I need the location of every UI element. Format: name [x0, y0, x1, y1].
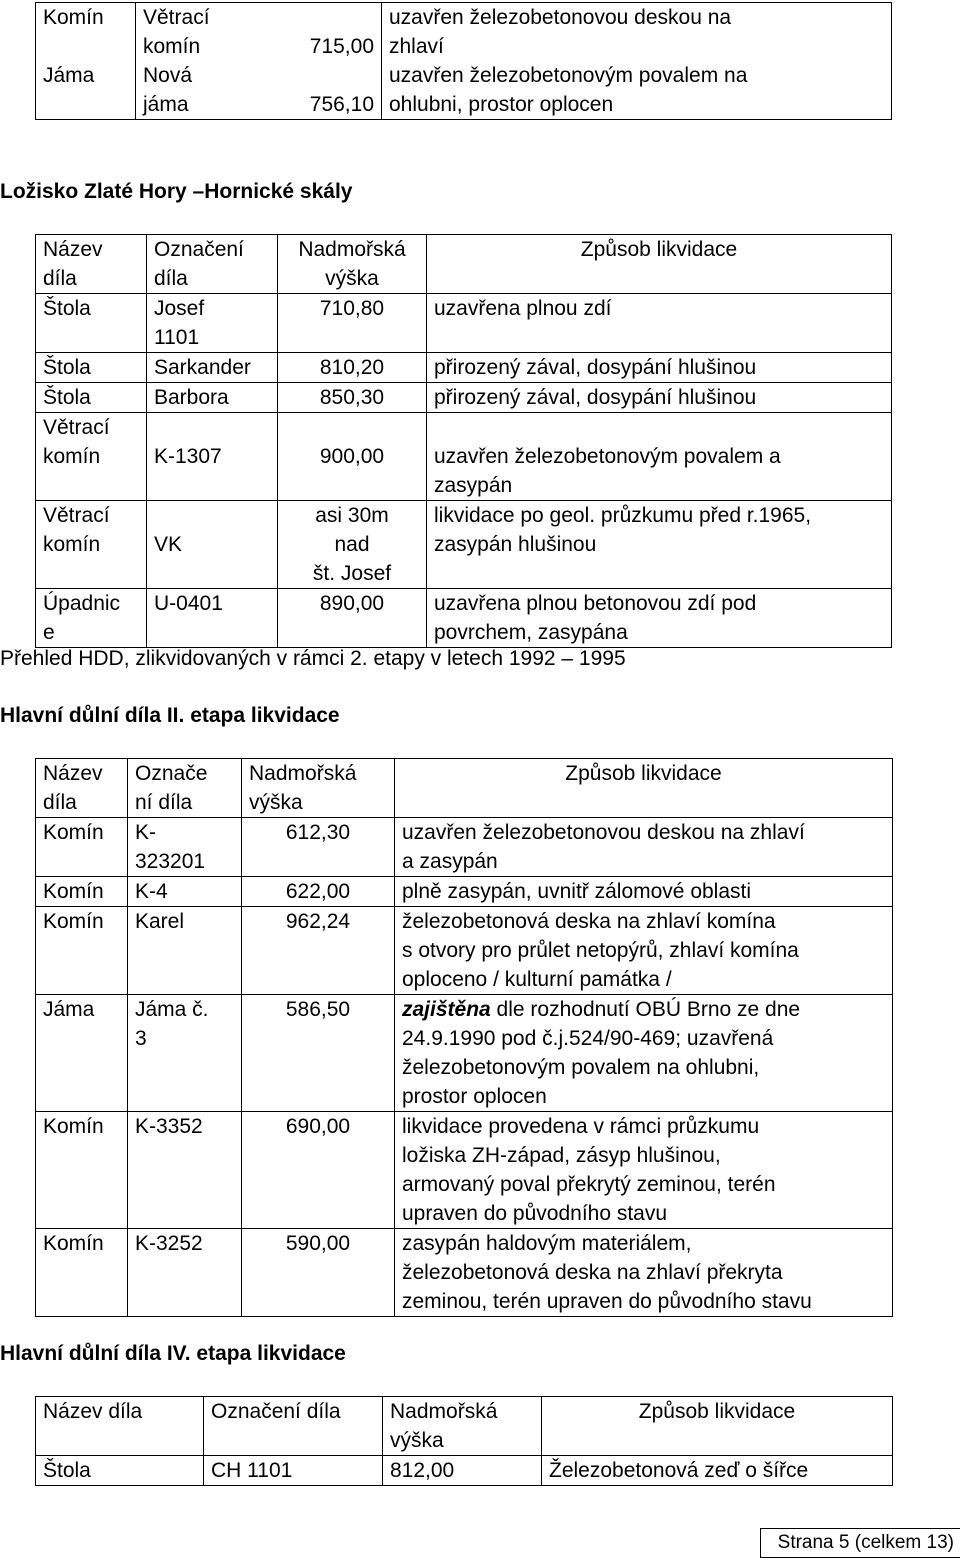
table-row — [36, 353, 892, 383]
table-header-row — [36, 1397, 893, 1456]
method-value: dle rozhodnutí OBÚ Brno ze dne 24.9.1990 pod č.j.524/90-469; uzavřená železobetonovým povalem na ohlubni, prostor oplocen — [402, 998, 801, 1108]
header-name: Název díla — [36, 1397, 204, 1456]
cell-mark: Sarkander — [147, 353, 278, 383]
top-table — [35, 2, 892, 120]
table-row — [36, 383, 892, 413]
cell-method: uzavřena plnou betonovou zdí pod povrchem, zasypána — [427, 589, 892, 648]
mark-value: VK — [154, 533, 183, 556]
table-row — [36, 294, 892, 353]
table-row — [36, 589, 892, 648]
cell-elevation: 810,20 — [278, 353, 427, 383]
header-elevation: Nadmořská výška — [278, 235, 427, 294]
cell-method: uzavřena plnou zdí — [427, 294, 892, 353]
table-row — [36, 501, 892, 589]
etapa-iv-table — [35, 1396, 893, 1486]
cell-method: uzavřen železobetonovou deskou na zhlaví — [382, 3, 892, 62]
cell-name: Komín — [36, 1229, 128, 1317]
cell-method — [427, 413, 892, 501]
cell-name: Štola — [36, 383, 147, 413]
cell-elevation: 590,00 — [242, 1229, 395, 1317]
cell-elevation: 612,30 — [242, 818, 395, 877]
cell-mark — [147, 501, 278, 589]
cell-method — [395, 995, 893, 1112]
table-row — [36, 3, 892, 62]
cell-method: přirozený zával, dosypání hlušinou — [427, 353, 892, 383]
overview-note: Přehled HDD, zlikvidovaných v rámci 2. etapy v letech 1992 – 1995 — [0, 647, 626, 670]
cell-method: Železobetonová zeď o šířce — [542, 1456, 893, 1486]
table-row — [36, 877, 893, 907]
header-elevation: Nadmořská výška — [383, 1397, 542, 1456]
cell-method: likvidace po geol. průzkumu před r.1965, zasypán hlušinou — [427, 501, 892, 589]
elevation-value: 715,00 — [309, 35, 374, 58]
cell-elevation: 710,80 — [278, 294, 427, 353]
cell-elevation — [236, 61, 382, 120]
method-value: uzavřen železobetonovým povalem a zasypán — [434, 445, 781, 497]
cell-method: železobetonová deska na zhlaví komína s otvory pro průlet netopýrů, zhlaví komína oploceno / kulturní památka / — [395, 907, 893, 995]
elevation-value: 756,10 — [309, 93, 374, 116]
header-mark: Označení díla — [147, 235, 278, 294]
cell-name: Komín — [36, 818, 128, 877]
cell-mark: CH 1101 — [204, 1456, 383, 1486]
mark-value: K-1307 — [154, 445, 222, 468]
cell-elevation: 690,00 — [242, 1112, 395, 1229]
cell-method: uzavřen železobetonovým povalem na ohlubni, prostor oplocen — [382, 61, 892, 120]
cell-mark: K-3252 — [128, 1229, 242, 1317]
cell-mark — [147, 413, 278, 501]
cell-mark: Jáma č. 3 — [128, 995, 242, 1112]
cell-elevation: asi 30m nad št. Josef — [278, 501, 427, 589]
cell-elevation: 890,00 — [278, 589, 427, 648]
cell-mark: K- 323201 — [128, 818, 242, 877]
cell-name: Štola — [36, 1456, 204, 1486]
cell-name: Komín — [36, 1112, 128, 1229]
cell-elevation: 812,00 — [383, 1456, 542, 1486]
cell-method: zasypán haldovým materiálem, železobetonová deska na zhlaví překryta zeminou, terén upraven do původního stavu — [395, 1229, 893, 1317]
cell-elevation: 622,00 — [242, 877, 395, 907]
cell-elevation — [278, 413, 427, 501]
cell-type: Komín — [36, 3, 136, 62]
cell-name: Štola — [36, 353, 147, 383]
header-method: Způsob likvidace — [427, 235, 892, 294]
cell-mark: Karel — [128, 907, 242, 995]
cell-name: Komín — [36, 907, 128, 995]
cell-name: Větrací komín — [36, 501, 147, 589]
table-header-row — [36, 759, 893, 818]
cell-mark: Nová jáma — [136, 61, 236, 120]
cell-mark: Josef 1101 — [147, 294, 278, 353]
etapa-iv-table-section — [35, 1396, 893, 1486]
cell-method: uzavřen železobetonovou deskou na zhlaví a zasypán — [395, 818, 893, 877]
table-row — [36, 995, 893, 1112]
section-heading-etapa-ii: Hlavní důlní díla II. etapa likvidace — [0, 704, 340, 727]
header-method: Způsob likvidace — [395, 759, 893, 818]
cell-mark: Barbora — [147, 383, 278, 413]
cell-name: Jáma — [36, 995, 128, 1112]
table-row — [36, 61, 892, 120]
zlate-hory-table — [35, 234, 892, 648]
cell-elevation: 962,24 — [242, 907, 395, 995]
section-heading-etapa-iv: Hlavní důlní díla IV. etapa likvidace — [0, 1342, 346, 1365]
zlate-hory-table-section — [35, 234, 892, 648]
table-header-row — [36, 235, 892, 294]
cell-mark: U-0401 — [147, 589, 278, 648]
table-row — [36, 1456, 893, 1486]
top-table-section — [35, 2, 892, 120]
table-row — [36, 818, 893, 877]
header-name: Název díla — [36, 759, 128, 818]
cell-name: Štola — [36, 294, 147, 353]
table-row — [36, 1229, 893, 1317]
header-name: Název díla — [36, 235, 147, 294]
cell-mark: K-3352 — [128, 1112, 242, 1229]
cell-elevation: 586,50 — [242, 995, 395, 1112]
elevation-value: 900,00 — [319, 445, 385, 468]
cell-type: Jáma — [36, 61, 136, 120]
cell-method: likvidace provedena v rámci průzkumu ložiska ZH-západ, zásyp hlušinou, armovaný poval překrytý zeminou, terén upraven do původního stavu — [395, 1112, 893, 1229]
header-mark: Označení díla — [204, 1397, 383, 1456]
page-number-footer: Strana 5 (celkem 13) — [760, 1528, 960, 1558]
method-emphasis: zajištěna — [402, 998, 491, 1021]
etapa-ii-table — [35, 758, 893, 1317]
section-heading-zlate-hory: Ložisko Zlaté Hory –Hornické skály — [0, 180, 353, 203]
table-row — [36, 1112, 893, 1229]
cell-name: Komín — [36, 877, 128, 907]
table-row — [36, 413, 892, 501]
table-row — [36, 907, 893, 995]
cell-method: přirozený zával, dosypání hlušinou — [427, 383, 892, 413]
header-mark: Označe ní díla — [128, 759, 242, 818]
cell-mark: K-4 — [128, 877, 242, 907]
cell-elevation: 850,30 — [278, 383, 427, 413]
header-elevation: Nadmořská výška — [242, 759, 395, 818]
etapa-ii-table-section — [35, 758, 893, 1317]
cell-name: Větrací komín — [36, 413, 147, 501]
cell-name: Úpadnic e — [36, 589, 147, 648]
cell-method: plně zasypán, uvnitř zálomové oblasti — [395, 877, 893, 907]
cell-mark: Větrací komín — [136, 3, 236, 62]
header-method: Způsob likvidace — [542, 1397, 893, 1456]
cell-elevation — [236, 3, 382, 62]
